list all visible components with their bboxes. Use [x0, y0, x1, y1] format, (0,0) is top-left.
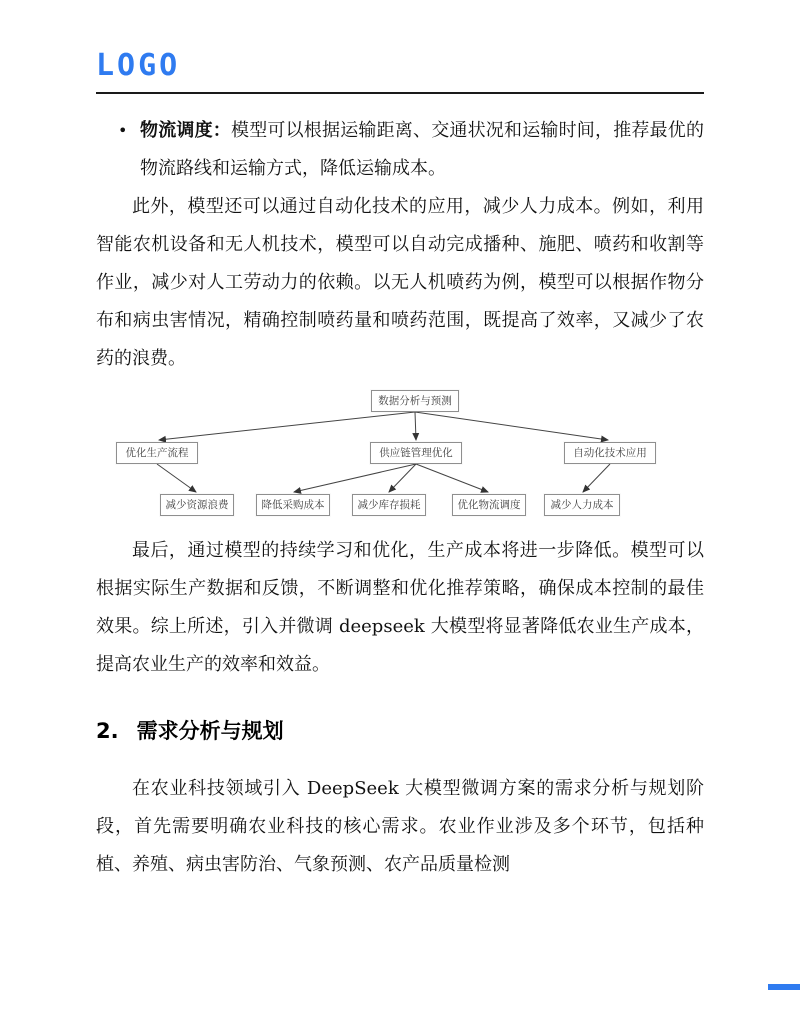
section-number: 2. [96, 719, 119, 743]
paragraph-conclusion: 最后，通过模型的持续学习和优化，生产成本将进一步降低。模型可以根据实际生产数据和反馈，不断调整和优化推荐策略，确保成本控制的最佳效果。综上所述，引入并微调 deepseek 大模型将显著降低农业生产成本，提高农业生产的效率和效益。 [96, 540, 704, 675]
bullet-text: 模型可以根据运输距离、交通状况和运输时间，推荐最优的物流路线和运输方式，降低运输成本。 [140, 120, 704, 179]
footer-accent-bar [768, 984, 800, 990]
header-divider [96, 92, 704, 94]
section-heading-requirements [96, 716, 704, 746]
bullet-icon: • [118, 121, 128, 140]
flowchart-node-reduce-inventory-loss: 减少库存损耗 [352, 494, 426, 516]
section-title: 需求分析与规划 [136, 719, 284, 743]
flowchart-node-reduce-labor-cost: 减少人力成本 [544, 494, 620, 516]
flowchart-node-optimize-logistics: 优化物流调度 [452, 494, 526, 516]
flowchart-node-optimize-production: 优化生产流程 [116, 442, 198, 464]
flowchart-node-lower-procurement: 降低采购成本 [256, 494, 330, 516]
flowchart-node-supply-chain: 供应链管理优化 [370, 442, 462, 464]
flowchart-node-automation: 自动化技术应用 [564, 442, 656, 464]
company-logo: LOGO [96, 48, 181, 83]
paragraph-automation: 此外，模型还可以通过自动化技术的应用，减少人力成本。例如，利用智能农机设备和无人机技术，模型可以自动完成播种、施肥、喷药和收割等作业，减少对人工劳动力的依赖。以无人机喷药为例，模型可以根据作物分布和病虫害情况，精确控制喷药量和喷药范围，既提高了效率，又减少了农药的浪费。 [96, 196, 704, 369]
bullet-list-item [96, 112, 704, 188]
cost-reduction-flowchart [96, 390, 704, 522]
flowchart-node-root: 数据分析与预测 [371, 390, 459, 412]
bullet-term: 物流调度： [140, 120, 231, 141]
flowchart-node-reduce-waste: 减少资源浪费 [160, 494, 234, 516]
paragraph-requirements-intro: 在农业科技领域引入 DeepSeek 大模型微调方案的需求分析与规划阶段，首先需要明确农业科技的核心需求。农业作业涉及多个环节，包括种植、养殖、病虫害防治、气象预测、农产品质量检测 [96, 778, 704, 875]
document-body [96, 112, 704, 884]
